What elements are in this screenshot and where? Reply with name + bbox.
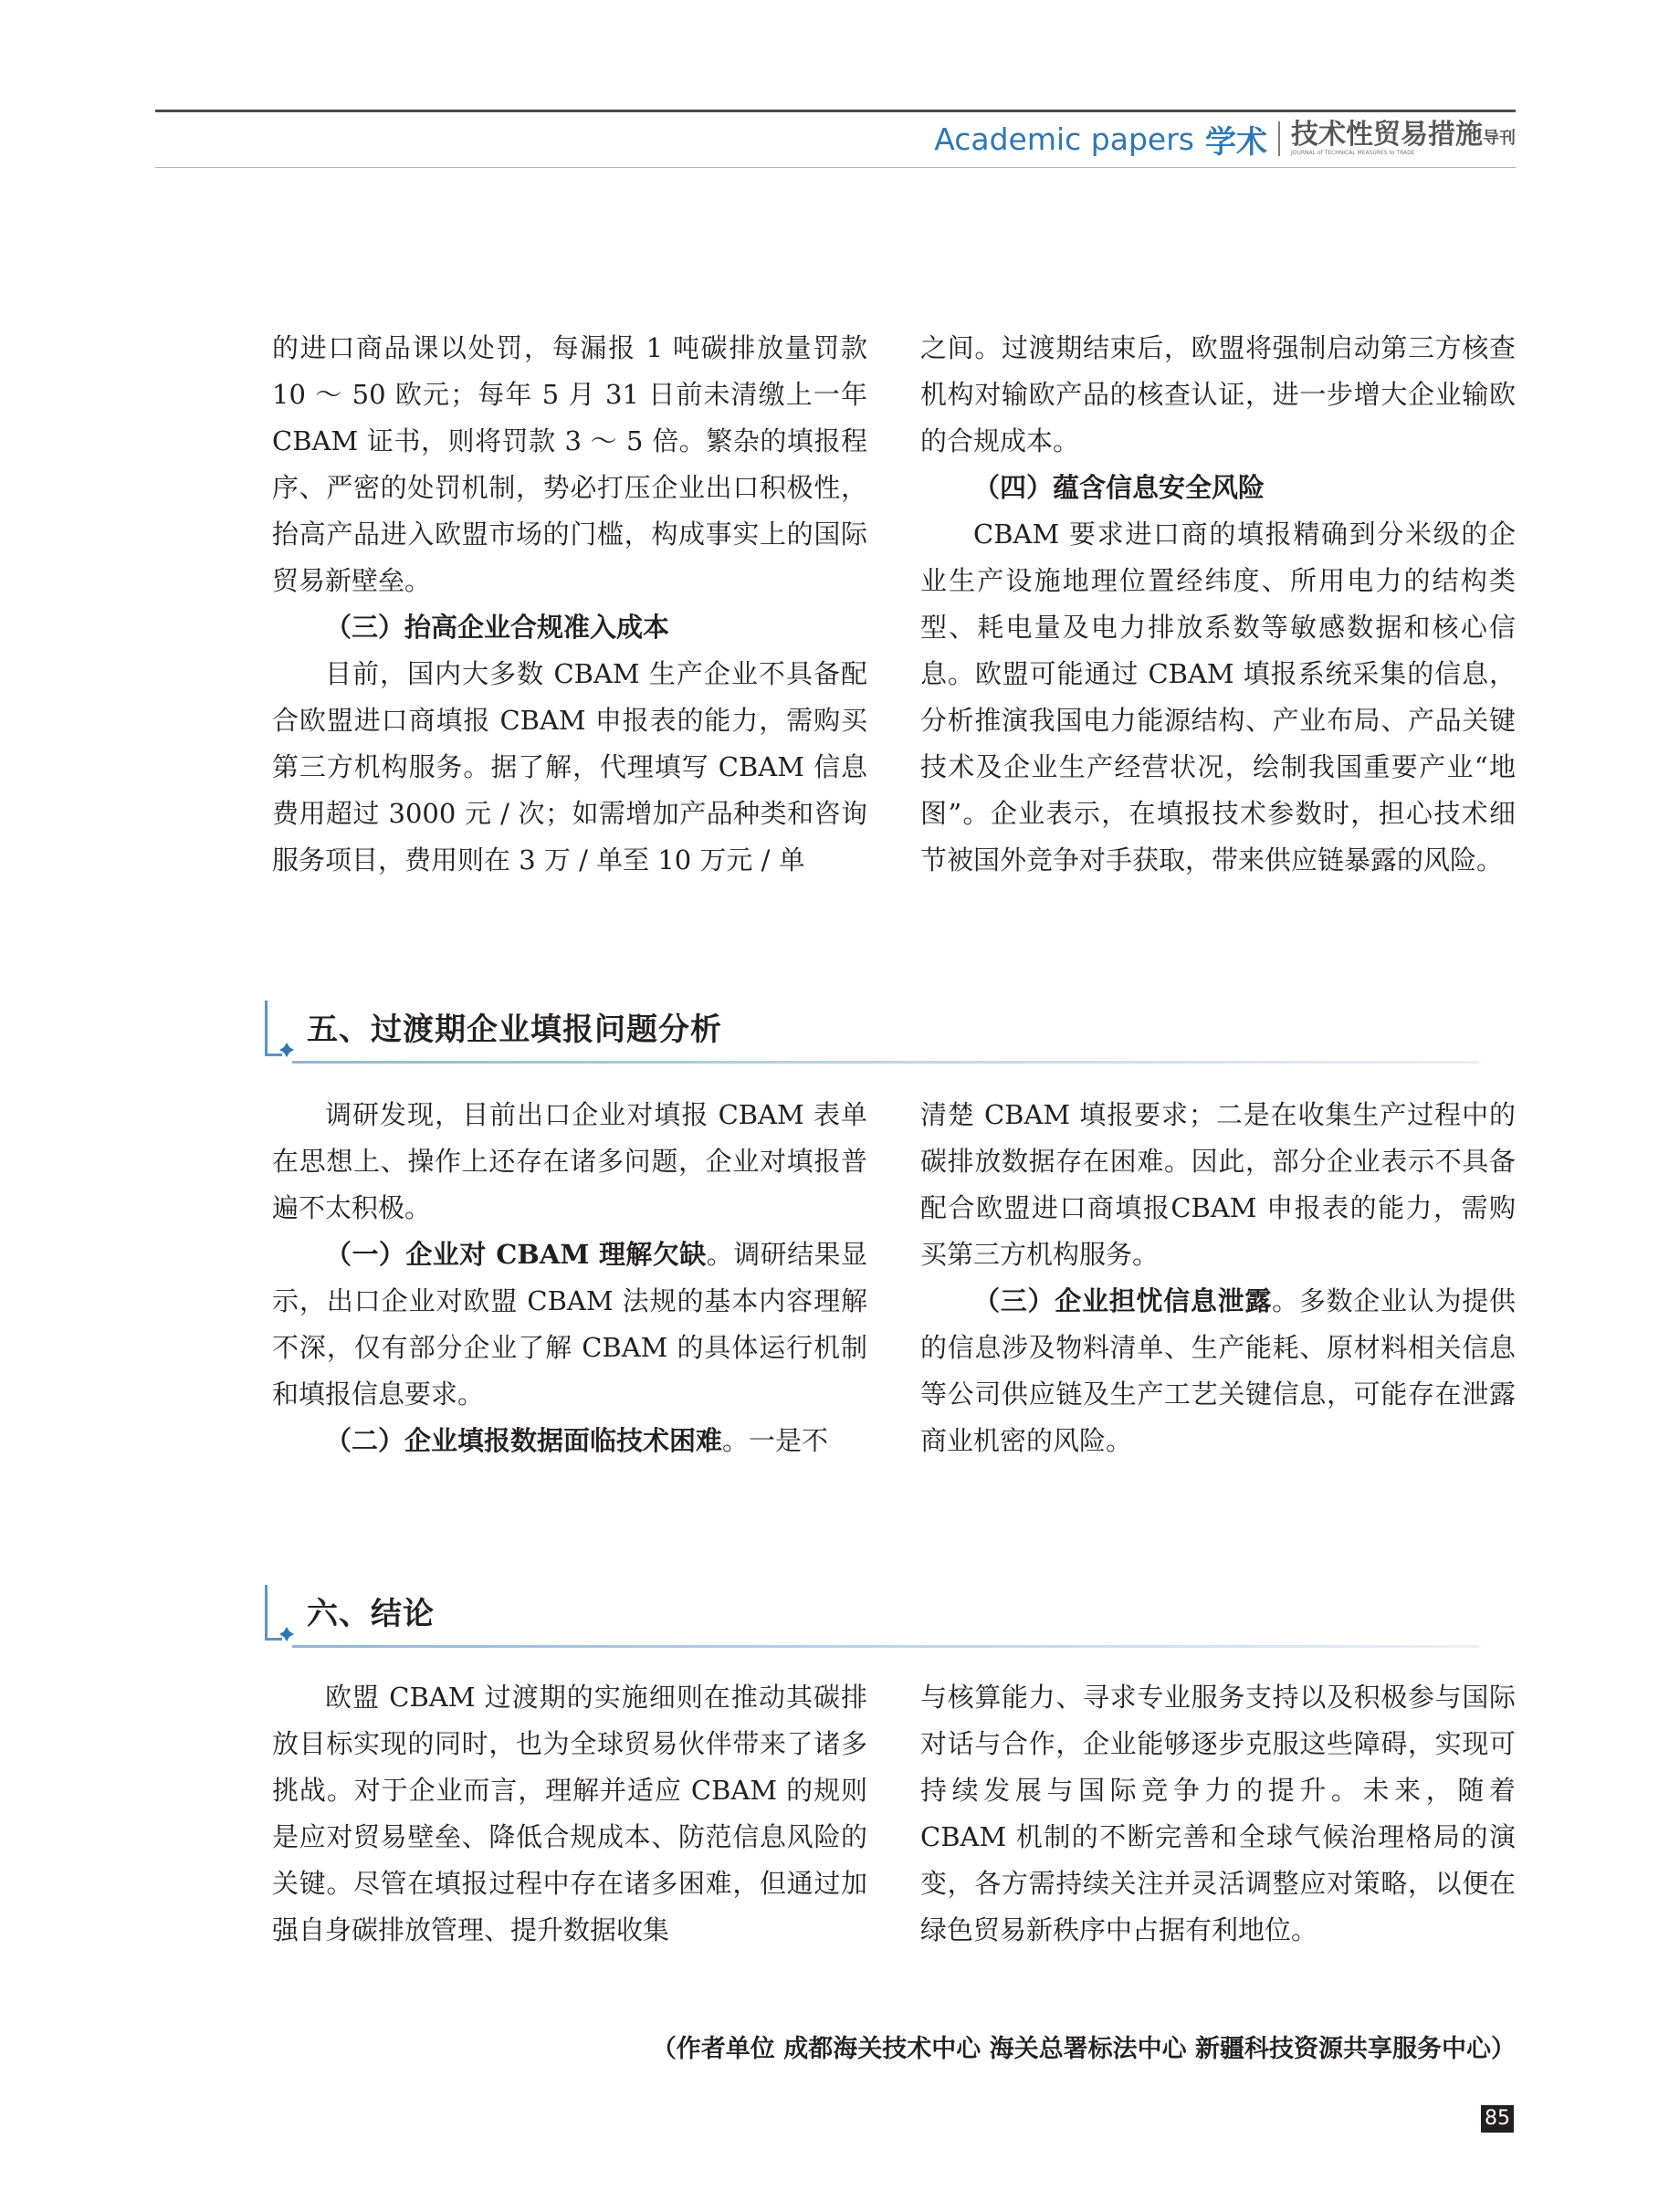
body-block-2 [272,1092,1516,1464]
paragraph: 的进口商品课以处罚，每漏报 1 吨碳排放量罚款 10 ～ 50 欧元；每年 5 月 31 日前未清缴上一年 CBAM 证书，则将罚款 3 ～ 5 倍。繁杂的填报程序、严密的处罚机制，势必打压企业出口积极性，抬高产品进入欧盟市场的门槛，构成事实上的国际贸易新壁垒。 [272,332,867,596]
section-heading-5 [265,1001,1488,1072]
page-number: 85 [1481,2105,1514,2133]
journal-logo [1291,121,1516,156]
paragraph-text: 。调研结果显示，出口企业对欧盟 CBAM 法规的基本内容理解不深，仅有部分企业了解 CBAM 的具体运行机制和填报信息要求。 [272,1239,867,1410]
paragraph: 之间。过渡期结束后，欧盟将强制启动第三方核查机构对输欧产品的核查认证，进一步增大企业输欧的合规成本。 [920,332,1516,456]
subsection-heading: （四）蕴含信息安全风险 [973,472,1265,503]
section-marker-icon [279,1043,294,1057]
section-underline [292,1061,1479,1064]
header-separator [1278,121,1280,156]
header-title-cn: 学术 [1205,123,1267,161]
header-rule-bottom [155,167,1516,168]
journal-suffix: 导刊 [1483,129,1516,148]
section-heading-6 [265,1585,1488,1656]
section-underline [292,1645,1479,1648]
left-column-1 [272,325,867,884]
left-column-3 [272,1674,867,1954]
right-column-1 [920,325,1516,884]
run-in-heading: （二）企业填报数据面临技术困难 [325,1425,723,1456]
run-in-heading: （一）企业对 CBAM 理解欠缺 [325,1239,707,1270]
section-title: 六、结论 [307,1596,435,1632]
paragraph: 目前，国内大多数 CBAM 生产企业不具备配合欧盟进口商填报 CBAM 申报表的能力，需购买第三方机构服务。据了解，代理填写 CBAM 信息费用超过 3000 元 / 次；如需增加产品种类和咨询服务项目，费用则在 3 万 / 单至 10 万元 / 单 [272,658,867,875]
paragraph-text: 。一是不 [722,1425,829,1456]
header-rule-top [155,110,1516,112]
author-affiliation: （作者单位 成都海关技术中心 海关总署标法中心 新疆科技资源共享服务中心） [651,2035,1516,2063]
paragraph [272,1418,867,1464]
paragraph: CBAM 要求进口商的填报精确到分米级的企业生产设施地理位置经纬度、所用电力的结构类型、耗电量及电力排放系数等敏感数据和核心信息。欧盟可能通过 CBAM 填报系统采集的信息，分析推演我国电力能源结构、产业布局、产品关键技术及企业生产经营状况，绘制我国重要产业“地图”。企业表示，在填报技术参数时，担心技术细节被国外竞争对手获取，带来供应链暴露的风险。 [920,519,1516,875]
paragraph [272,1232,867,1418]
paragraph: 调研发现，目前出口企业对填报 CBAM 表单在思想上、操作上还存在诸多问题，企业对填报普遍不太积极。 [272,1099,867,1223]
section-title: 五、过渡期企业填报问题分析 [307,1012,722,1048]
body-block-1 [272,325,1516,884]
run-in-heading: （三）企业担忧信息泄露 [973,1285,1273,1316]
journal-name-en: JOURNAL of TECHNICAL MEASURES to TRADE [1291,150,1415,156]
left-column-2 [272,1092,867,1464]
body-block-3 [272,1674,1516,1954]
section-marker-icon [279,1627,294,1641]
running-header [155,108,1516,168]
header-title [934,117,1516,161]
paragraph: 清楚 CBAM 填报要求；二是在收集生产过程中的碳排放数据存在困难。因此，部分企业表示不具备配合欧盟进口商填报CBAM 申报表的能力，需购买第三方机构服务。 [920,1099,1516,1270]
paragraph: 与核算能力、寻求专业服务支持以及积极参与国际对话与合作，企业能够逐步克服这些障碍，实现可持续发展与国际竞争力的提升。未来，随着 CBAM 机制的不断完善和全球气候治理格局的演变，各方需持续关注并灵活调整应对策略，以便在绿色贸易新秩序中占据有利地位。 [920,1682,1516,1945]
paragraph [920,1278,1516,1464]
subsection-heading: （三）抬高企业合规准入成本 [325,612,670,643]
header-title-en: Academic papers [934,121,1194,157]
journal-name [1291,121,1516,149]
paragraph: 欧盟 CBAM 过渡期的实施细则在推动其碳排放目标实现的同时，也为全球贸易伙伴带来了诸多挑战。对于企业而言，理解并适应 CBAM 的规则是应对贸易壁垒、降低合规成本、防范信息风险的关键。尽管在填报过程中存在诸多困难，但通过加强自身碳排放管理、提升数据收集 [272,1682,867,1945]
right-column-2 [920,1092,1516,1464]
right-column-3 [920,1674,1516,1954]
journal-name-text: 技术性贸易措施 [1291,119,1483,151]
paragraph-text: 。多数企业认为提供的信息涉及物料清单、生产能耗、原材料相关信息等公司供应链及生产工艺关键信息，可能存在泄露商业机密的风险。 [920,1285,1516,1456]
